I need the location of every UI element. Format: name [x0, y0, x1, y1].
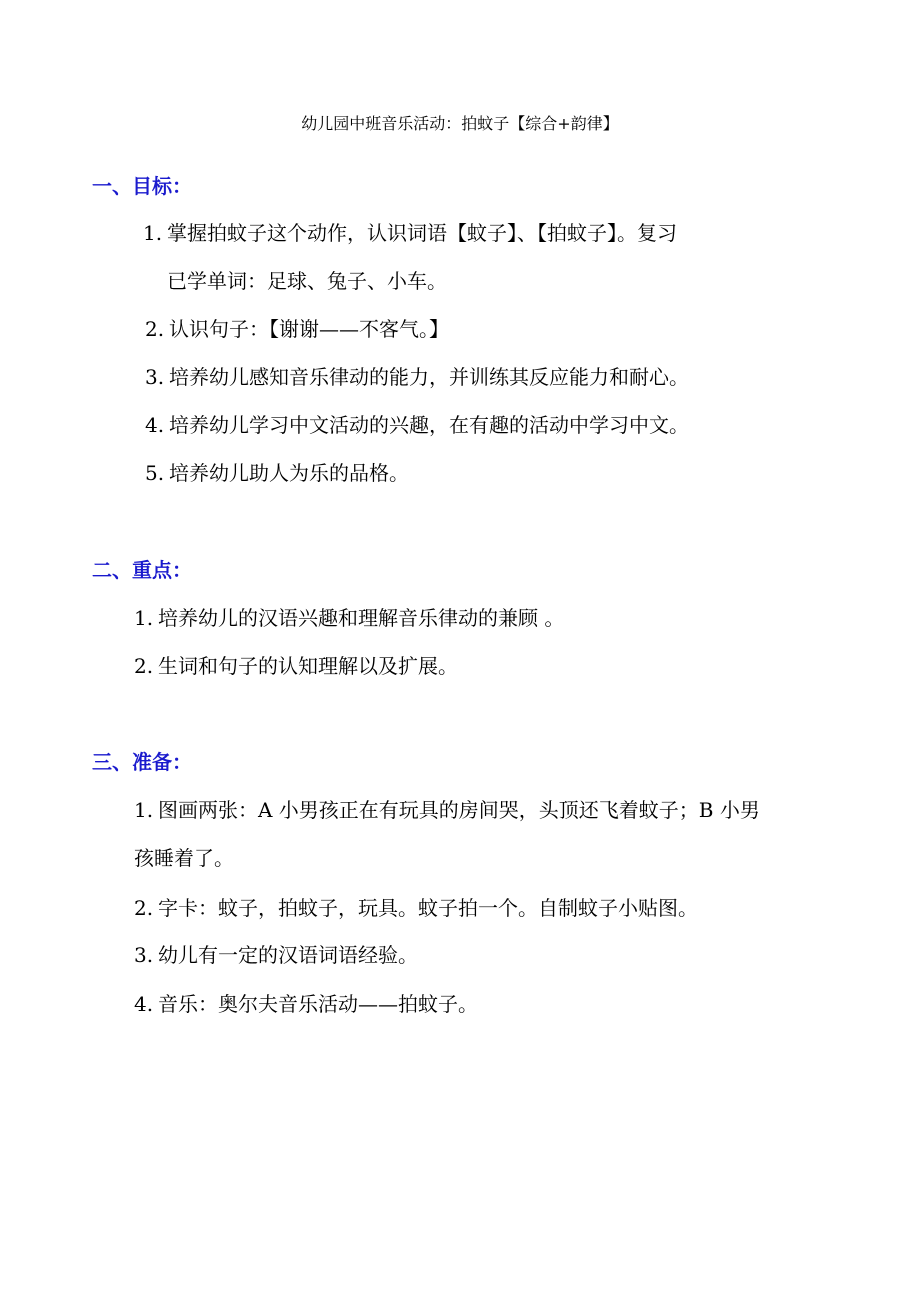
- item-text: 培养幼儿感知音乐律动的能力，并训练其反应能力和耐心。: [169, 365, 689, 389]
- item-text: 培养幼儿学习中文活动的兴趣，在有趣的活动中学习中文。: [169, 413, 689, 437]
- item-number: 2.: [134, 654, 154, 678]
- item-text: 音乐：奥尔夫音乐活动——拍蚊子。: [158, 992, 478, 1016]
- item-number: 4.: [145, 413, 165, 437]
- item-text: 生词和句子的认知理解以及扩展。: [158, 654, 458, 678]
- list-item: [134, 798, 760, 822]
- item-number: 1.: [134, 798, 154, 822]
- item-number: 3.: [145, 365, 165, 389]
- list-item: [134, 606, 564, 630]
- list-item: [143, 221, 677, 245]
- list-item: [145, 365, 689, 389]
- item-text: 培养幼儿助人为乐的品格。: [169, 461, 409, 485]
- list-item: [145, 461, 409, 485]
- item-number: 2.: [145, 317, 165, 341]
- item-number: 1.: [134, 606, 154, 630]
- item-text: 认识句子：【谢谢——不客气。】: [169, 317, 449, 341]
- item-number: 2.: [134, 896, 154, 920]
- item-text: 培养幼儿的汉语兴趣和理解音乐律动的兼顾 。: [158, 606, 565, 630]
- item-text: 字卡：蚊子，拍蚊子，玩具。蚊子拍一个。自制蚊子小贴图。: [158, 896, 698, 920]
- list-item: [134, 992, 478, 1016]
- list-item-continuation: 孩睡着了。: [134, 846, 234, 870]
- document-title: 幼儿园中班音乐活动：拍蚊子【综合+韵律】: [301, 114, 619, 133]
- list-item-continuation: 已学单词：足球、兔子、小车。: [167, 269, 447, 293]
- section-heading-goals: 一、目标：: [92, 174, 192, 198]
- section-heading-key-points: 二、重点：: [92, 558, 192, 582]
- item-text: 幼儿有一定的汉语词语经验。: [158, 943, 418, 967]
- item-text: 掌握拍蚊子这个动作，认识词语【蚊子】、【拍蚊子】。复习: [167, 221, 677, 245]
- item-text: 图画两张：A 小男孩正在有玩具的房间哭，头顶还飞着蚊子；B 小男: [158, 798, 760, 822]
- list-item: [134, 654, 458, 678]
- list-item: [134, 943, 418, 967]
- section-heading-preparation: 三、准备：: [92, 750, 192, 774]
- item-number: 4.: [134, 992, 154, 1016]
- item-number: 1.: [143, 221, 163, 245]
- list-item: [145, 317, 449, 341]
- list-item: [145, 413, 689, 437]
- item-number: 3.: [134, 943, 154, 967]
- item-number: 5.: [145, 461, 165, 485]
- list-item: [134, 896, 698, 920]
